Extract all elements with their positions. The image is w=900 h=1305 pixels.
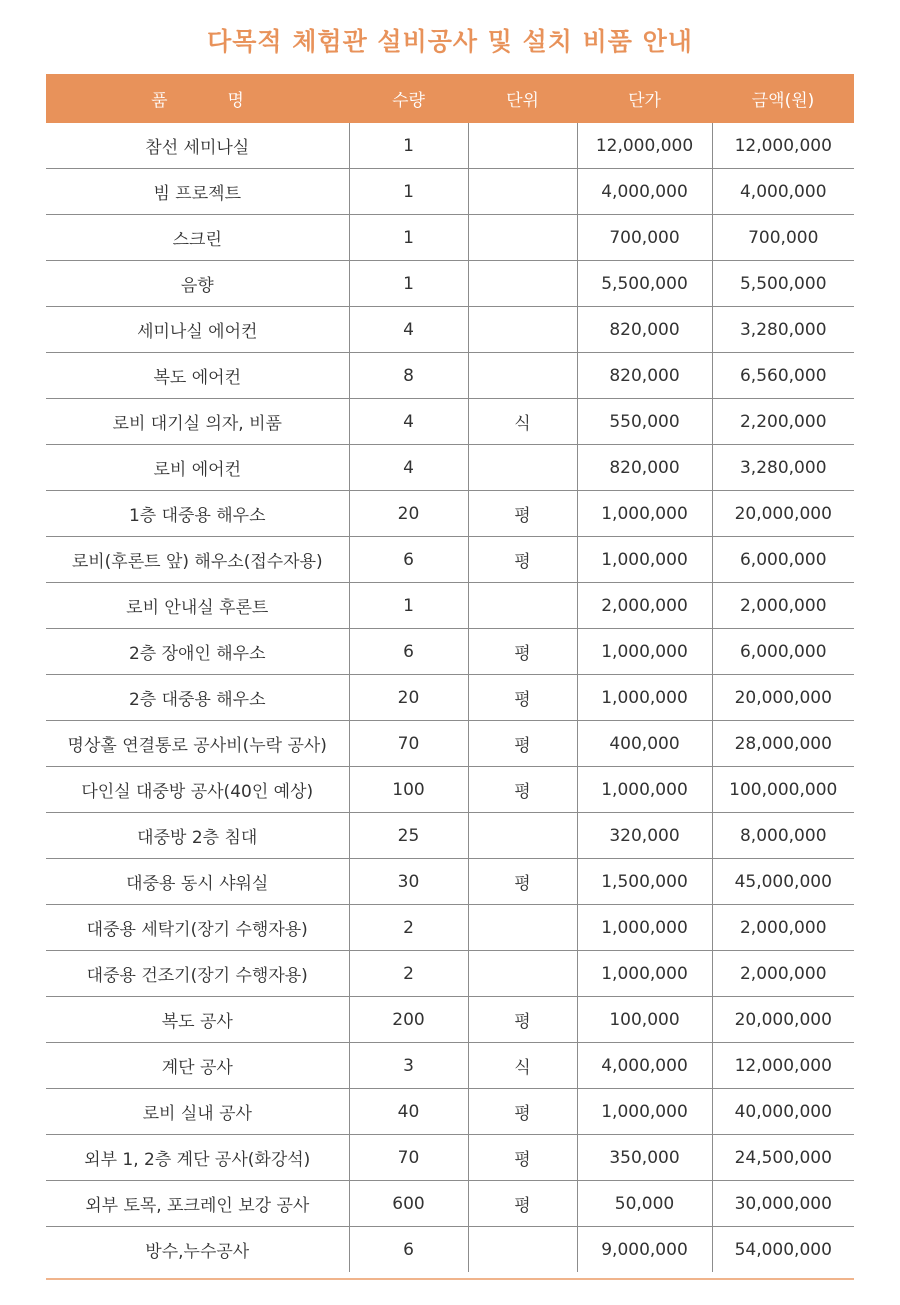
cell-unit-price: 700,000: [577, 215, 712, 261]
table-row: [46, 1043, 854, 1089]
cell-unit-price: 1,500,000: [577, 859, 712, 905]
cell-quantity: 1: [349, 261, 468, 307]
cell-amount: 700,000: [712, 215, 854, 261]
page-title: 다목적 체험관 설비공사 및 설치 비품 안내: [207, 27, 693, 56]
cell-amount: 2,000,000: [712, 583, 854, 629]
cell-item-name: 로비 대기실 의자, 비품: [46, 399, 349, 445]
cell-unit: 평: [468, 537, 577, 583]
cell-quantity: 8: [349, 353, 468, 399]
cell-amount: 100,000,000: [712, 767, 854, 813]
cell-unit: [468, 905, 577, 951]
cell-unit: 평: [468, 491, 577, 537]
cell-item-name: 로비 안내실 후론트: [46, 583, 349, 629]
cell-quantity: 40: [349, 1089, 468, 1135]
cell-quantity: 25: [349, 813, 468, 859]
table-row: [46, 997, 854, 1043]
equipment-cost-table: [46, 74, 854, 1272]
cell-amount: 2,000,000: [712, 951, 854, 997]
cell-amount: 2,000,000: [712, 905, 854, 951]
cell-unit: 식: [468, 1043, 577, 1089]
cell-quantity: 2: [349, 951, 468, 997]
cell-item-name: 다인실 대중방 공사(40인 예상): [46, 767, 349, 813]
cell-unit-price: 1,000,000: [577, 537, 712, 583]
cell-amount: 6,000,000: [712, 537, 854, 583]
table-row: [46, 353, 854, 399]
cell-unit-price: 1,000,000: [577, 767, 712, 813]
cell-unit-price: 100,000: [577, 997, 712, 1043]
cell-unit-price: 1,000,000: [577, 675, 712, 721]
cell-unit: 평: [468, 629, 577, 675]
cell-amount: 24,500,000: [712, 1135, 854, 1181]
cell-item-name: 로비 실내 공사: [46, 1089, 349, 1135]
cell-quantity: 1: [349, 123, 468, 169]
cell-unit: 평: [468, 721, 577, 767]
cell-unit-price: 820,000: [577, 307, 712, 353]
table-row: [46, 951, 854, 997]
cell-unit: 평: [468, 1181, 577, 1227]
table-row: [46, 675, 854, 721]
cell-unit: [468, 261, 577, 307]
cell-quantity: 4: [349, 445, 468, 491]
cell-amount: 20,000,000: [712, 675, 854, 721]
cell-quantity: 4: [349, 307, 468, 353]
cell-amount: 6,560,000: [712, 353, 854, 399]
cell-item-name: 2층 대중용 해우소: [46, 675, 349, 721]
header-item-name-part1: 품: [151, 90, 168, 111]
cell-quantity: 70: [349, 721, 468, 767]
cell-unit-price: 820,000: [577, 445, 712, 491]
cell-amount: 12,000,000: [712, 123, 854, 169]
cell-quantity: 1: [349, 215, 468, 261]
cell-quantity: 200: [349, 997, 468, 1043]
cell-unit-price: 1,000,000: [577, 905, 712, 951]
cell-unit: [468, 445, 577, 491]
cell-unit-price: 50,000: [577, 1181, 712, 1227]
cell-quantity: 600: [349, 1181, 468, 1227]
table-row: [46, 583, 854, 629]
cell-quantity: 70: [349, 1135, 468, 1181]
cell-amount: 3,280,000: [712, 307, 854, 353]
cell-item-name: 명상홀 연결통로 공사비(누락 공사): [46, 721, 349, 767]
header-amount: 금액(원): [712, 74, 854, 123]
cell-unit-price: 4,000,000: [577, 1043, 712, 1089]
cell-amount: 2,200,000: [712, 399, 854, 445]
cell-item-name: 대중용 동시 샤워실: [46, 859, 349, 905]
table-row: [46, 629, 854, 675]
cell-unit: [468, 215, 577, 261]
cell-amount: 20,000,000: [712, 491, 854, 537]
cell-unit-price: 9,000,000: [577, 1227, 712, 1273]
cell-item-name: 음향: [46, 261, 349, 307]
cell-unit-price: 5,500,000: [577, 261, 712, 307]
cell-item-name: 로비(후론트 앞) 해우소(접수자용): [46, 537, 349, 583]
cell-unit-price: 1,000,000: [577, 1089, 712, 1135]
table-row: [46, 399, 854, 445]
cell-unit: [468, 307, 577, 353]
cell-item-name: 2층 장애인 해우소: [46, 629, 349, 675]
table-row: [46, 905, 854, 951]
cell-quantity: 1: [349, 583, 468, 629]
table-row: [46, 537, 854, 583]
cell-item-name: 참선 세미나실: [46, 123, 349, 169]
cell-unit: [468, 353, 577, 399]
cell-amount: 40,000,000: [712, 1089, 854, 1135]
cell-unit: [468, 123, 577, 169]
cell-amount: 4,000,000: [712, 169, 854, 215]
cell-amount: 20,000,000: [712, 997, 854, 1043]
table-row: [46, 721, 854, 767]
cell-item-name: 빔 프로젝트: [46, 169, 349, 215]
cell-unit-price: 1,000,000: [577, 491, 712, 537]
cell-item-name: 복도 에어컨: [46, 353, 349, 399]
cell-item-name: 외부 1, 2층 계단 공사(화강석): [46, 1135, 349, 1181]
cell-amount: 3,280,000: [712, 445, 854, 491]
cell-unit: 평: [468, 767, 577, 813]
cell-unit: 평: [468, 675, 577, 721]
header-unit: 단위: [468, 74, 577, 123]
cell-unit-price: 400,000: [577, 721, 712, 767]
cell-unit-price: 4,000,000: [577, 169, 712, 215]
cell-unit: [468, 813, 577, 859]
cell-quantity: 20: [349, 675, 468, 721]
cell-amount: 45,000,000: [712, 859, 854, 905]
cell-quantity: 3: [349, 1043, 468, 1089]
cell-unit-price: 820,000: [577, 353, 712, 399]
header-quantity: 수량: [349, 74, 468, 123]
table-row: [46, 1181, 854, 1227]
cell-unit: 평: [468, 859, 577, 905]
cell-quantity: 20: [349, 491, 468, 537]
cell-item-name: 복도 공사: [46, 997, 349, 1043]
cell-unit: 평: [468, 1089, 577, 1135]
header-item-name: [46, 74, 349, 123]
cell-unit: [468, 169, 577, 215]
table-row: [46, 1135, 854, 1181]
table-row: [46, 215, 854, 261]
cell-amount: 54,000,000: [712, 1227, 854, 1273]
cell-quantity: 6: [349, 1227, 468, 1273]
table-bottom-rule: [46, 1278, 854, 1280]
cell-unit: [468, 1227, 577, 1273]
cell-quantity: 6: [349, 629, 468, 675]
table-row: [46, 1227, 854, 1273]
cell-amount: 28,000,000: [712, 721, 854, 767]
table-row: [46, 767, 854, 813]
cell-unit: 평: [468, 997, 577, 1043]
cell-unit-price: 1,000,000: [577, 629, 712, 675]
cell-item-name: 1층 대중용 해우소: [46, 491, 349, 537]
table-row: [46, 491, 854, 537]
cell-unit-price: 1,000,000: [577, 951, 712, 997]
cell-unit: 식: [468, 399, 577, 445]
cell-item-name: 대중방 2층 침대: [46, 813, 349, 859]
table-row: [46, 1089, 854, 1135]
cell-item-name: 스크린: [46, 215, 349, 261]
cell-amount: 5,500,000: [712, 261, 854, 307]
cell-amount: 12,000,000: [712, 1043, 854, 1089]
cell-item-name: 대중용 건조기(장기 수행자용): [46, 951, 349, 997]
cell-item-name: 로비 에어컨: [46, 445, 349, 491]
cell-quantity: 2: [349, 905, 468, 951]
cell-item-name: 방수,누수공사: [46, 1227, 349, 1273]
table-row: [46, 307, 854, 353]
cell-quantity: 6: [349, 537, 468, 583]
cell-quantity: 30: [349, 859, 468, 905]
table-row: [46, 445, 854, 491]
cell-amount: 6,000,000: [712, 629, 854, 675]
table-row: [46, 813, 854, 859]
table-row: [46, 261, 854, 307]
header-unit-price: 단가: [577, 74, 712, 123]
cell-amount: 8,000,000: [712, 813, 854, 859]
cell-unit-price: 350,000: [577, 1135, 712, 1181]
cell-item-name: 외부 토목, 포크레인 보강 공사: [46, 1181, 349, 1227]
cell-unit-price: 2,000,000: [577, 583, 712, 629]
cell-quantity: 1: [349, 169, 468, 215]
cell-quantity: 4: [349, 399, 468, 445]
cell-item-name: 세미나실 에어컨: [46, 307, 349, 353]
cell-unit: [468, 951, 577, 997]
cell-item-name: 대중용 세탁기(장기 수행자용): [46, 905, 349, 951]
table-row: [46, 169, 854, 215]
cell-unit: [468, 583, 577, 629]
cell-unit-price: 320,000: [577, 813, 712, 859]
table-row: [46, 859, 854, 905]
cell-item-name: 계단 공사: [46, 1043, 349, 1089]
cell-unit-price: 12,000,000: [577, 123, 712, 169]
cell-amount: 30,000,000: [712, 1181, 854, 1227]
table-header-row: [46, 74, 854, 123]
cell-quantity: 100: [349, 767, 468, 813]
header-item-name-part2: 명: [227, 90, 244, 111]
table-row: [46, 123, 854, 169]
cell-unit: 평: [468, 1135, 577, 1181]
cell-unit-price: 550,000: [577, 399, 712, 445]
